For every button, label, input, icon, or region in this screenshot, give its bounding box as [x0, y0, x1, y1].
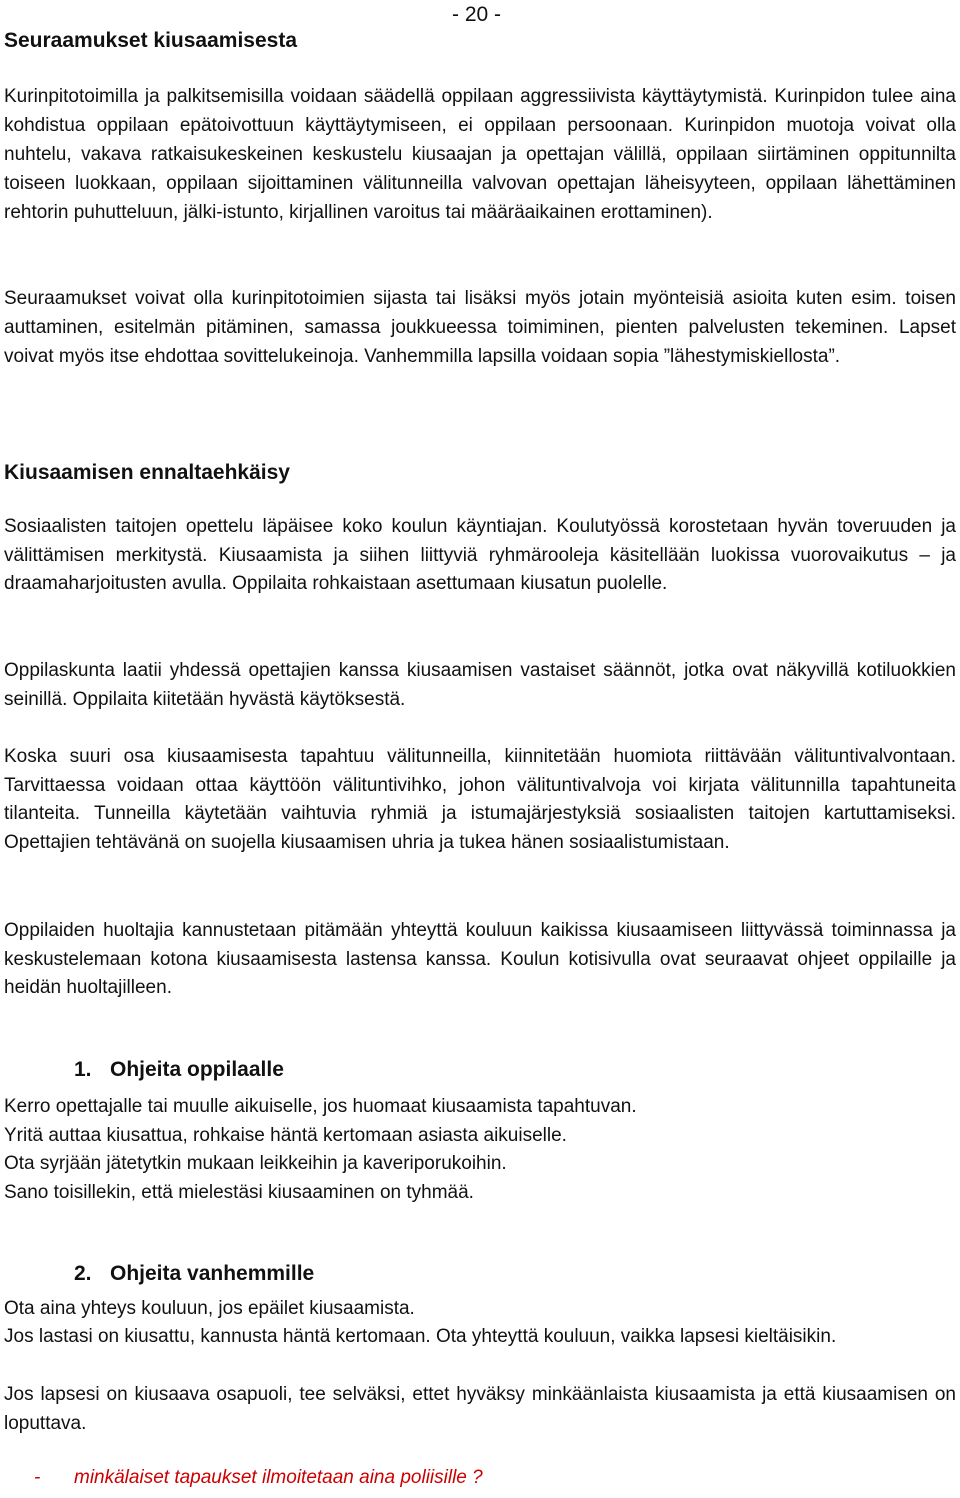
subheading-title: Ohjeita vanhemmille: [110, 1262, 315, 1285]
section-heading-prevention: Kiusaamisen ennaltaehkäisy: [4, 461, 290, 484]
section-heading-consequences: Seuraamukset kiusaamisesta: [4, 29, 298, 52]
police-note: [0, 1465, 952, 1491]
note-dash: -: [34, 1467, 41, 1488]
subheading-parent-instructions: [74, 1261, 774, 1287]
paragraph-positive-consequences: Seuraamukset voivat olla kurinpitotoimien sijasta tai lisäksi myös jotain myönteisiä asioita kuten esim. toisen auttaminen, esitelmän pitäminen, samassa joukkueessa toimiminen, pienten palvelusten tekeminen. Lapset voivat myös itse ehdottaa sovittelukeinoja. Vanhemmilla lapsilla voidaan sopia ”lähestymiskiellosta”.: [4, 288, 956, 367]
subheading-title: Ohjeita oppilaalle: [110, 1058, 284, 1081]
subheading-student-instructions: [74, 1057, 774, 1083]
page-number: - 20 -: [452, 3, 502, 26]
subheading-number: 2.: [74, 1262, 92, 1285]
paragraph-student-council: Oppilaskunta laatii yhdessä opettajien kanssa kiusaamisen vastaiset säännöt, jotka ovat näkyvillä kotiluokkien seinillä. Oppilaita kiitetään hyvästä käytöksestä.: [4, 660, 956, 710]
parent-instruction-contact-school: Ota aina yhteys kouluun, jos epäilet kiusaamista.: [4, 1298, 415, 1319]
paragraph-recess-supervision: Koska suuri osa kiusaamisesta tapahtuu välitunneilla, kiinnitetään huomiota riittävään välituntivalvontaan. Tarvittaessa voidaan ottaa käyttöön välituntivihko, johon välituntivalvoja voi kirjata välitunnilla tapahtuneita tilanteita. Tunneilla käytetään vaihtuvia ryhmiä ja istumajärjestyksiä sosiaalisten taitojen kartuttamiseksi. Opettajien tehtävänä on suojella kiusaamisen uhria ja tukea hänen sosiaalistumistaan.: [4, 746, 956, 854]
student-instructions-list: [4, 1093, 956, 1207]
list-item: Kerro opettajalle tai muulle aikuiselle, jos huomaat kiusaamista tapahtuvan.: [4, 1096, 637, 1117]
list-item: Ota syrjään jätetytkin mukaan leikkeihin ja kaveriporukoihin.: [4, 1153, 507, 1174]
subheading-number: 1.: [74, 1058, 92, 1081]
note-text: minkälaiset tapaukset ilmoitetaan aina poliisille ?: [74, 1467, 483, 1488]
paragraph-guardians: Oppilaiden huoltajia kannustetaan pitämään yhteyttä kouluun kaikissa kiusaamiseen liittyvässä toiminnassa ja keskustelemaan kotona kiusaamisesta lastensa kanssa. Koulun kotisivulla ovat seuraavat ohjeet oppilaille ja heidän huoltajilleen.: [4, 920, 956, 999]
list-item: Yritä auttaa kiusattua, rohkaise häntä kertomaan asiasta aikuiselle.: [4, 1124, 567, 1146]
parent-instruction-bullied-child: Jos lastasi on kiusattu, kannusta häntä kertomaan. Ota yhteyttä kouluun, vaikka lapsesi kieltäisikin.: [4, 1326, 837, 1347]
paragraph-discipline: Kurinpitotoimilla ja palkitsemisilla voidaan säädellä oppilaan aggressiivista käyttäytymistä. Kurinpidon tulee aina kohdistua oppilaan epätoivottuun käyttäytymiseen, ei oppilaan persoonaan. Kurinpidon muotoja voivat olla nuhtelu, vakava ratkaisukeskeinen keskustelu kiusaajan ja opettajan välillä, oppilaan siirtäminen oppitunnilta toiseen luokkaan, oppilaan sijoittaminen välitunneilla valvovan opettajan läheisyyteen, oppilaan lähettäminen rehtorin puhutteluun, jälki-istunto, kirjallinen varoitus tai määräaikainen erottaminen).: [4, 86, 956, 223]
list-item: Sano toisillekin, että mielestäsi kiusaaminen on tyhmää.: [4, 1181, 474, 1203]
paragraph-social-skills: Sosiaalisten taitojen opettelu läpäisee koko koulun käyntiajan. Koulutyössä korostetaan hyvän toveruuden ja välittämisen merkitystä. Kiusaamista ja siihen liittyviä ryhmärooleja käsitellään luokissa vuorovaikutus – ja draamaharjoitusten avulla. Oppilaita rohkaistaan asettumaan kiusatun puolelle.: [4, 516, 956, 595]
parent-instruction-bullying-child: Jos lapsesi on kiusaava osapuoli, tee selväksi, ettet hyväksy minkäänlaista kiusaamista ja että kiusaamisen on loputtava.: [4, 1384, 956, 1434]
